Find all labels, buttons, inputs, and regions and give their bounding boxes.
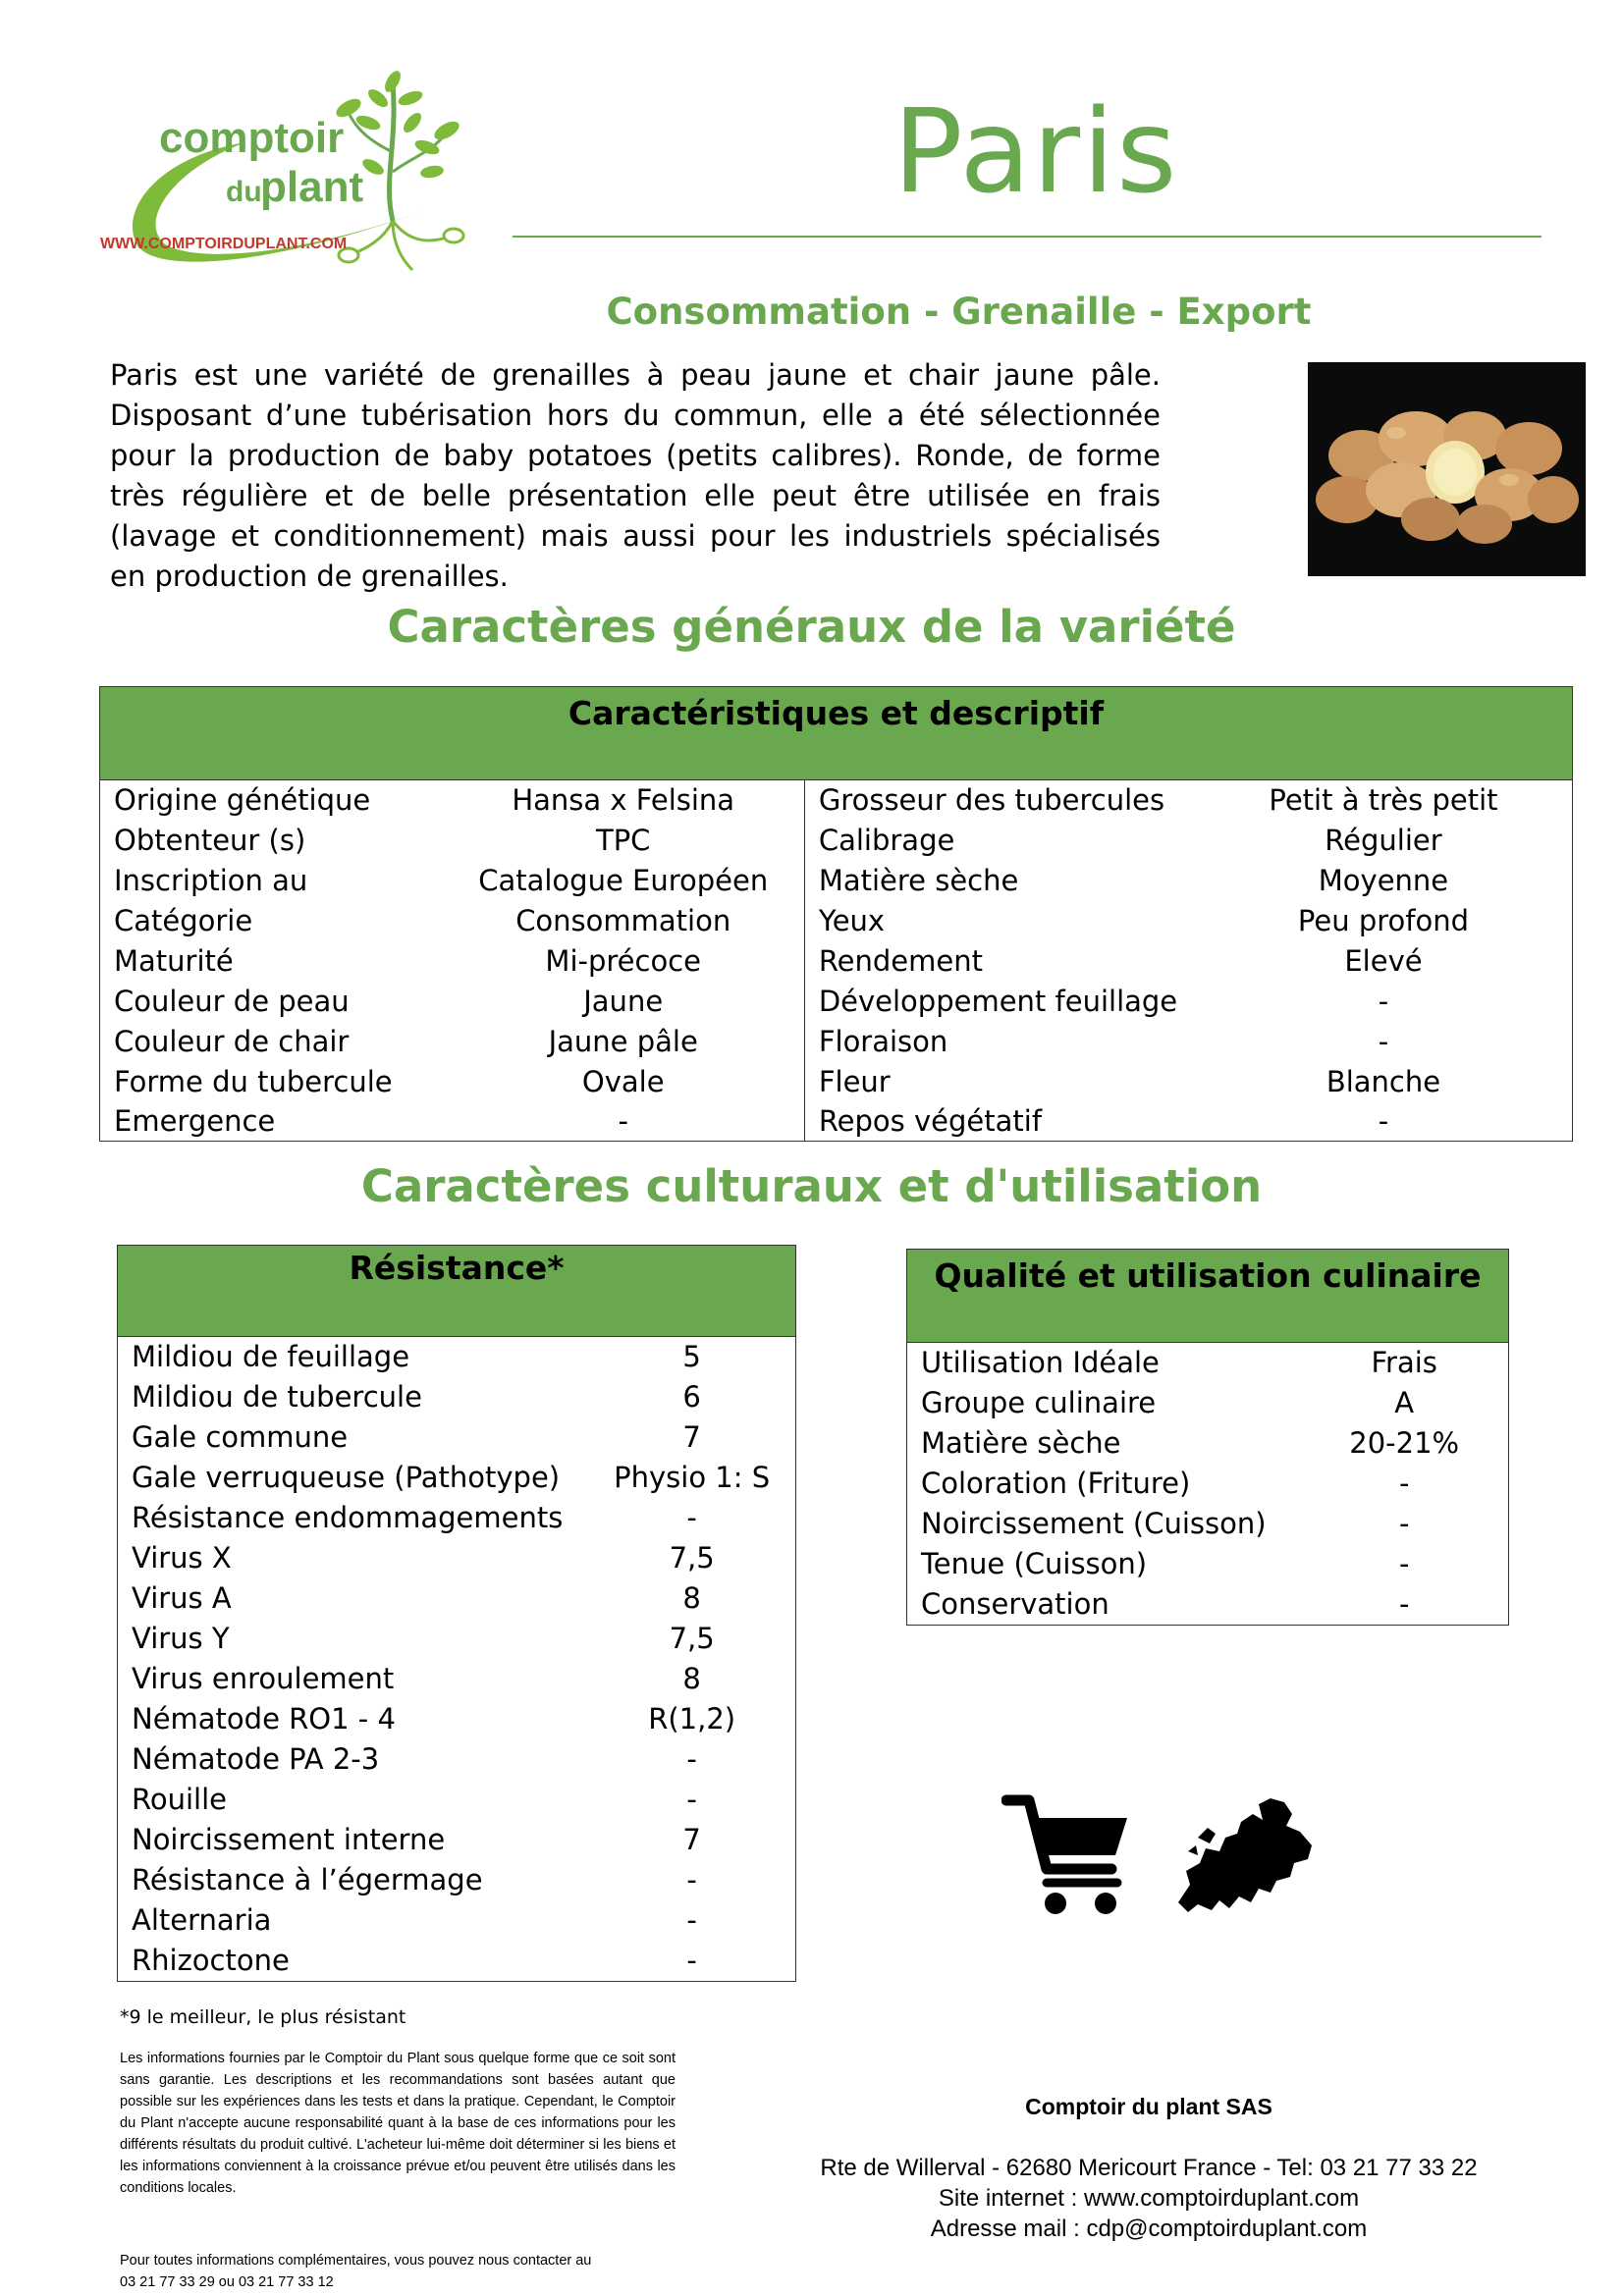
general-value-right: Peu profond [1297,904,1469,937]
quality-table-header: Qualité et utilisation culinaire [907,1250,1509,1343]
general-value-right: - [1378,985,1389,1018]
table-row [907,1504,1509,1544]
general-label-left: Emergence [114,1104,276,1138]
resistance-label: Résistance endommagements [132,1501,564,1534]
resistance-label: Gale commune [132,1420,349,1454]
general-value-right: Moyenne [1318,864,1449,897]
general-value-right: Blanche [1325,1065,1441,1098]
resistance-value: - [686,1501,697,1534]
table-row [118,1659,796,1699]
resistance-label: Rouille [132,1783,227,1816]
general-label-right: Fleur [818,1065,891,1098]
logo-url: WWW.COMPTOIRDUPLANT.COM [100,236,348,252]
quality-value: - [1398,1507,1410,1540]
table-row [907,1464,1509,1504]
resistance-value: 5 [682,1340,701,1373]
table-row [100,982,1573,1022]
table-row [907,1423,1509,1464]
variety-title: Paris [893,83,1179,219]
general-value-left: Ovale [443,1062,805,1102]
resistance-label: Mildiou de feuillage [132,1340,410,1373]
quality-label: Conservation [921,1587,1109,1621]
general-table [99,686,1573,1142]
general-label-left: Catégorie [114,904,253,937]
table-row [118,1941,796,1982]
section-cultural-title: Caractères culturaux et d'utilisation [360,1160,1263,1212]
resistance-label: Virus enroulement [132,1662,395,1695]
table-row [118,1498,796,1538]
quality-value: A [1394,1386,1415,1419]
potato-photo [1308,362,1586,576]
logo-brand-line1: comptoir [159,114,345,162]
quality-value: - [1398,1547,1410,1580]
company-address: Rte de Willerval - 62680 Mericourt France - Tel: 03 21 77 33 22 [820,2155,1478,2181]
resistance-value: - [686,1742,697,1776]
general-label-right: Matière sèche [818,864,1019,897]
resistance-footnote: *9 le meilleur, le plus résistant [120,2006,406,2028]
table-row [100,1062,1573,1102]
shopping-cart-icon [1001,1789,1134,1921]
table-row [118,1458,796,1498]
resistance-value: 7,5 [669,1622,715,1655]
quality-label: Coloration (Friture) [921,1467,1191,1500]
table-row [118,1619,796,1659]
general-label-left: Inscription au [114,864,308,897]
general-table-header: Caractéristiques et descriptif [100,687,1573,780]
resistance-label: Virus X [132,1541,232,1575]
table-row [100,1102,1573,1142]
table-row [907,1383,1509,1423]
resistance-value: 6 [682,1380,701,1414]
resistance-value: Physio 1: S [614,1461,771,1494]
resistance-value: R(1,2) [648,1702,736,1735]
general-value-left: - [443,1102,805,1142]
quality-label: Noircissement (Cuisson) [921,1507,1267,1540]
table-row [118,1377,796,1417]
resistance-table-header: Résistance* [118,1246,796,1337]
quality-table [906,1249,1509,1626]
table-row [100,821,1573,861]
logo-brand-line3: plant [260,163,364,211]
general-value-right: Elevé [1344,944,1423,978]
table-row [118,1900,796,1941]
table-row [100,901,1573,941]
contact-line-1: Pour toutes informations complémentaires, vous pouvez nous contacter au [120,2253,592,2269]
quality-label: Matière sèche [921,1426,1121,1460]
general-label-left: Couleur de chair [114,1025,350,1058]
resistance-value: 8 [682,1581,701,1615]
table-row [100,1022,1573,1062]
contact-line-2: 03 21 77 33 29 ou 03 21 77 33 12 [120,2274,334,2290]
company-name: Comptoir du plant SAS [1025,2094,1272,2119]
resistance-label: Nématode PA 2-3 [132,1742,380,1776]
contact-phones [120,2250,689,2293]
table-row [118,1739,796,1780]
quality-value: 20-21% [1349,1426,1460,1460]
resistance-label: Rhizoctone [132,1944,290,1977]
general-value-right: - [1378,1025,1389,1058]
general-value-left: Jaune pâle [443,1022,805,1062]
general-value-right: - [1378,1104,1389,1138]
table-row [907,1544,1509,1584]
general-value-left: Consommation [443,901,805,941]
table-row [100,941,1573,982]
quality-label: Tenue (Cuisson) [921,1547,1148,1580]
resistance-value: 7 [682,1420,701,1454]
resistance-label: Alternaria [132,1903,272,1937]
table-row [118,1417,796,1458]
company-contact [776,2153,1522,2244]
company-email[interactable]: Adresse mail : cdp@comptoirduplant.com [930,2216,1368,2242]
resistance-label: Nématode RO1 - 4 [132,1702,396,1735]
general-value-left: Jaune [443,982,805,1022]
logo-brand-line2: du [226,176,262,208]
company-website[interactable]: Site internet : www.comptoirduplant.com [938,2185,1360,2212]
disclaimer-text: Les informations fournies par le Comptoir du Plant sous quelque forme que ce soit sont sans garantie. Les descriptions et les recommandations sont basées autant que possible sur les expériences dans les tests et dans la pratique. Cependant, le Comptoir du Plant n'accepte aucune responsabilité quant à la base de ces informations pour les différents résultats du produit cultivé. L'acheteur lui-même doit déterminer si les biens et les informations conviennent à la croissance prévue et/ou peuvent être utilisés dans les conditions locales. [120,2051,676,2196]
intro-paragraph: Paris est une variété de grenailles à peau jaune et chair jaune pâle. Disposant d’une tubérisation hors du commun, elle a été sélectionnée pour la production de baby potatoes (petits calibres). Ronde, de forme très régulière et de belle présentation elle peut être utilisée en frais (lavage et conditionnement) mais aussi pour les industriels spécialisés en production de grenailles. [110,358,1161,593]
general-value-right: Régulier [1325,824,1442,857]
general-label-left: Couleur de peau [114,985,350,1018]
table-row [118,1538,796,1578]
general-label-right: Repos végétatif [818,1104,1043,1138]
variety-subtitle: Consommation - Grenaille - Export [606,291,1312,333]
general-label-left: Maturité [114,944,234,978]
table-row [118,1860,796,1900]
company-logo [98,64,511,290]
resistance-value: 8 [682,1662,701,1695]
resistance-value: - [686,1783,697,1816]
table-row [100,780,1573,822]
general-label-right: Calibrage [818,824,955,857]
resistance-label: Noircissement interne [132,1823,446,1856]
general-label-left: Forme du tubercule [114,1065,393,1098]
resistance-value: - [686,1863,697,1896]
general-label-left: Obtenteur (s) [114,824,306,857]
resistance-label: Gale verruqueuse (Pathotype) [132,1461,561,1494]
resistance-value: - [686,1903,697,1937]
quality-value: Frais [1371,1346,1437,1379]
general-value-left: Catalogue Européen [443,861,805,901]
resistance-label: Virus A [132,1581,232,1615]
resistance-value: 7,5 [669,1541,715,1575]
section-general-title: Caractères généraux de la variété [387,601,1236,653]
resistance-table [117,1245,796,1982]
table-row [118,1780,796,1820]
table-row [907,1343,1509,1384]
general-label-right: Rendement [818,944,983,978]
table-row [907,1584,1509,1626]
quality-label: Utilisation Idéale [921,1346,1160,1379]
quality-value: - [1398,1467,1410,1500]
general-label-right: Yeux [818,904,886,937]
resistance-label: Mildiou de tubercule [132,1380,422,1414]
resistance-label: Virus Y [132,1622,230,1655]
general-label-right: Développement feuillage [818,985,1178,1018]
table-row [118,1820,796,1860]
table-row [118,1578,796,1619]
quality-value: - [1398,1587,1410,1621]
general-value-left: TPC [443,821,805,861]
europe-map-icon [1168,1794,1316,1917]
quality-label: Groupe culinaire [921,1386,1157,1419]
title-divider [513,236,1542,238]
table-row [118,1337,796,1378]
general-label-right: Floraison [818,1025,948,1058]
resistance-value: - [686,1944,697,1977]
resistance-label: Résistance à l’égermage [132,1863,483,1896]
general-label-left: Origine génétique [114,783,371,817]
resistance-value: 7 [682,1823,701,1856]
table-row [100,861,1573,901]
general-value-right: Petit à très petit [1269,783,1498,817]
table-row [118,1699,796,1739]
general-value-left: Hansa x Felsina [443,780,805,822]
general-value-left: Mi-précoce [443,941,805,982]
general-label-right: Grosseur des tubercules [818,783,1165,817]
